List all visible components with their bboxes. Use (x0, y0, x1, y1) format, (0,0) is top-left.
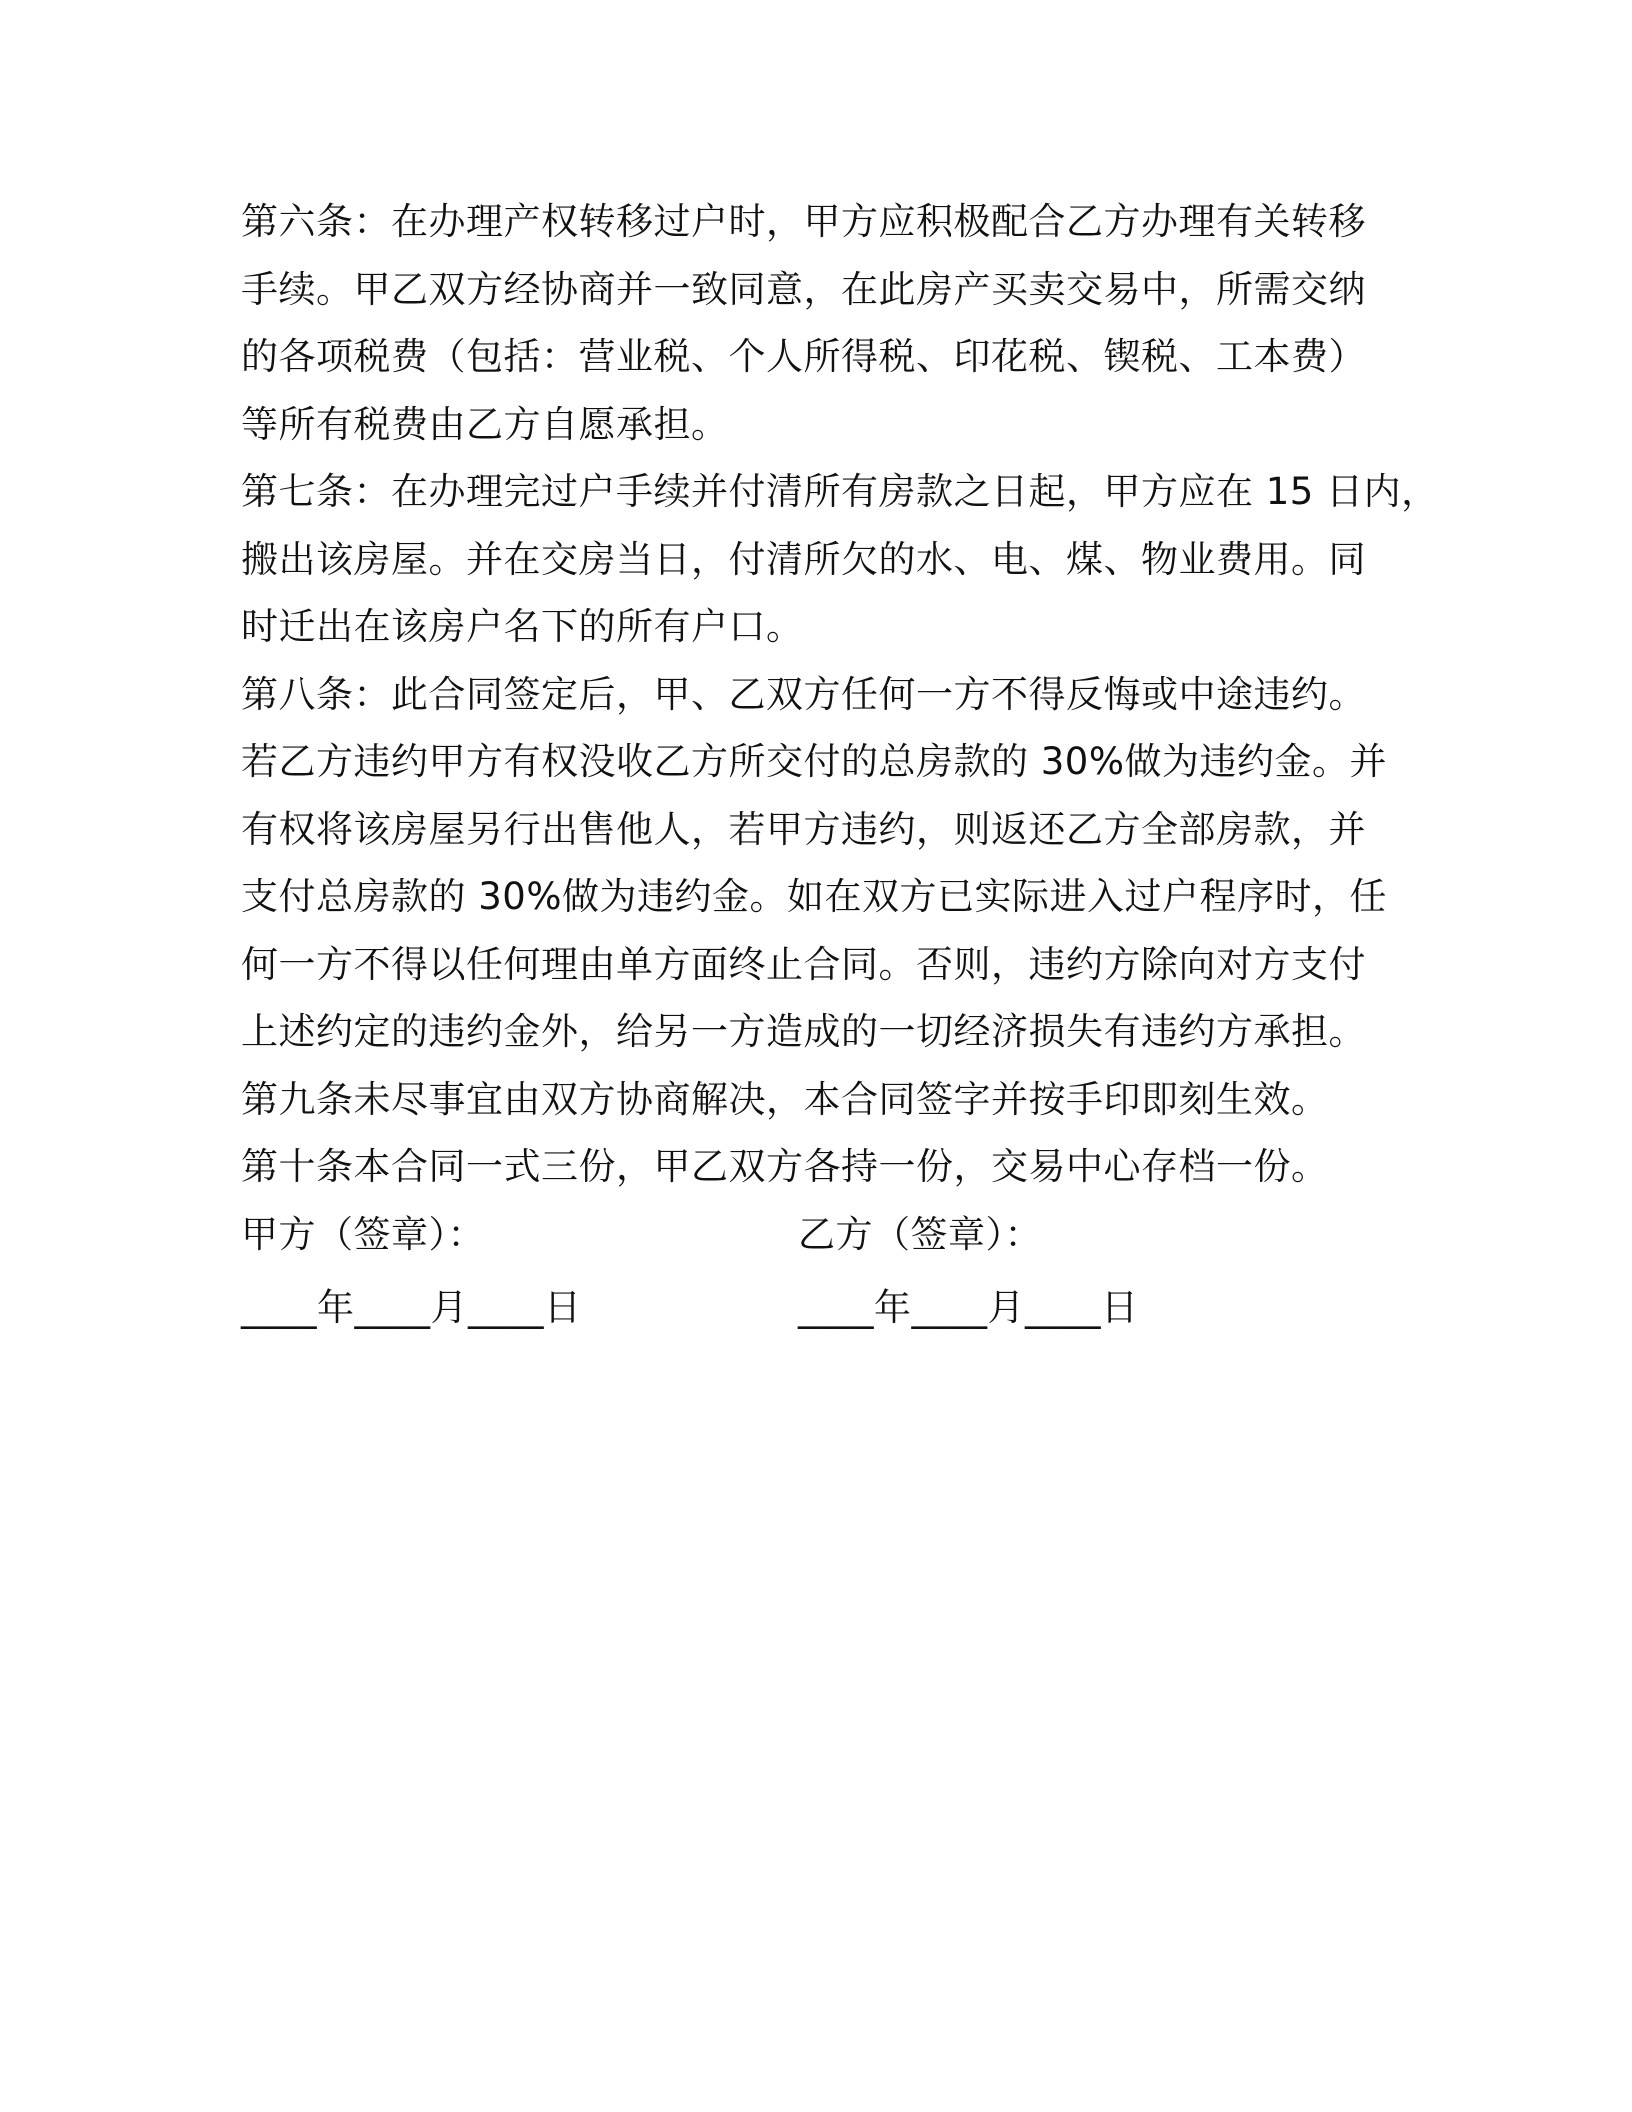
contract-body (241, 188, 1439, 1354)
clause-10-line: 第十条本合同一式三份，甲乙双方各持一份，交易中心存档一份。 (241, 1145, 1329, 1188)
clause-6-line-3: 的各项税费（包括：营业税、个人所得税、印花税、锲税、工本费） (241, 335, 1366, 378)
clause-8-line-2: 若乙方违约甲方有权没收乙方所交付的总房款的 30%做为违约金。并 (241, 740, 1387, 783)
clause-6-line-4: 等所有税费由乙方自愿承担。 (241, 402, 729, 446)
clause-8-line-3: 有权将该房屋另行出售他人，若甲方违约，则返还乙方全部房款，并 (241, 807, 1366, 851)
clause-7-line-3: 时迁出在该房户名下的所有户口。 (241, 605, 804, 648)
clause-8-line-6: 上述约定的违约金外，给另一方造成的一切经济损失有违约方承担。 (241, 1010, 1366, 1053)
clause-7-line-2: 搬出该房屋。并在交房当日，付清所欠的水、电、煤、物业费用。同 (241, 537, 1366, 581)
date-row (241, 1274, 1421, 1354)
clause-8-line-5: 何一方不得以任何理由单方面终止合同。否则，违约方除向对方支付 (241, 942, 1366, 986)
clause-8-line-1: 第八条：此合同签定后，甲、乙双方任何一方不得反悔或中途违约。 (241, 672, 1366, 716)
clause-7-line-1: 第七条：在办理完过户手续并付清所有房款之日起，甲方应在 15 日内， (241, 470, 1439, 513)
clause-9-line: 第九条未尽事宜由双方协商解决，本合同签字并按手印即刻生效。 (241, 1077, 1329, 1121)
clause-8-line-4: 支付总房款的 30%做为违约金。如在双方已实际进入过户程序时，任 (241, 875, 1387, 918)
party-b-date-field: ____年____月____日 (798, 1286, 1139, 1329)
signature-row (241, 1201, 1421, 1269)
party-b-signature-label: 乙方（签章）： (798, 1212, 1042, 1256)
party-a-signature-label: 甲方（签章）： (241, 1212, 485, 1256)
party-a-date-field: ____年____月____日 (241, 1286, 582, 1329)
clause-6-line-2: 手续。甲乙双方经协商并一致同意，在此房产买卖交易中，所需交纳 (241, 267, 1366, 311)
clause-6-line-1: 第六条：在办理产权转移过户时，甲方应积极配合乙方办理有关转移 (241, 200, 1366, 243)
